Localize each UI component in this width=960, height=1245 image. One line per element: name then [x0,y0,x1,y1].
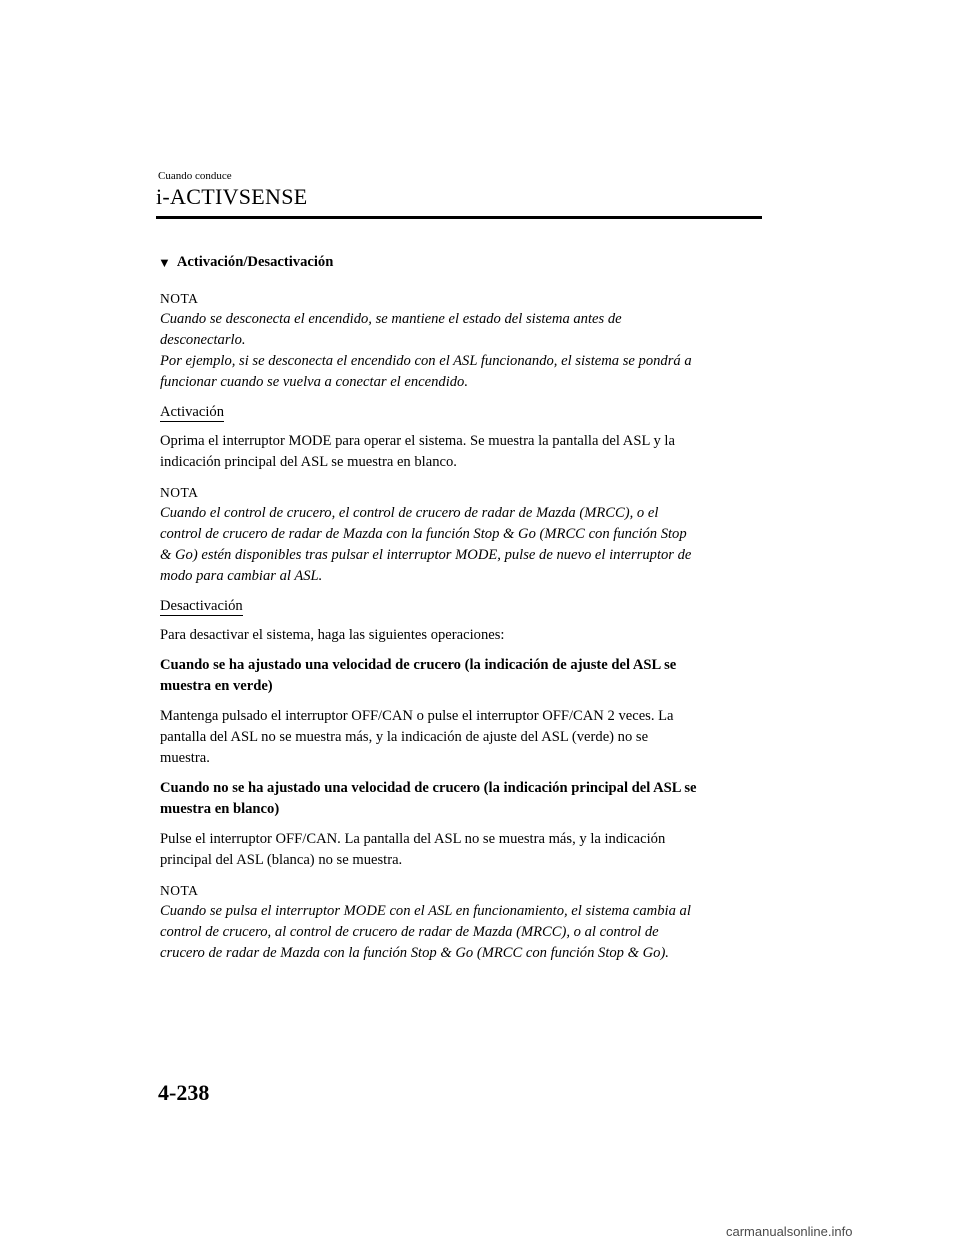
case1-heading [160,655,760,697]
text-line: principal del ASL (blanca) no se muestra. [160,852,403,868]
note-label: NOTA [160,485,199,500]
text-line: Cuando no se ha ajustado una velocidad de crucero (la indicación principal del ASL se [160,780,697,796]
note-text [160,901,760,964]
note-line: Cuando se desconecta el encendido, se mantiene el estado del sistema antes de [160,311,622,327]
note-line: control de crucero, al control de crucero de radar de Mazda (MRCC), o al control de [160,924,659,940]
note-line: Cuando el control de crucero, el control de crucero de radar de Mazda (MRCC), o el [160,505,659,521]
page-number: 4-238 [158,1080,210,1105]
activation-heading: Activación [160,404,225,420]
case1-text [160,706,760,769]
text-line: Cuando se ha ajustado una velocidad de crucero (la indicación de ajuste del ASL se [160,657,677,673]
note-line: funcionar cuando se vuelva a conectar el encendido. [160,374,468,390]
header-rule [156,216,762,219]
deactivation-intro: Para desactivar el sistema, haga las siguientes operaciones: [160,627,505,643]
note-label: NOTA [160,291,199,306]
page-content [160,252,760,973]
note-text [160,309,760,393]
text-line: muestra. [160,750,210,766]
watermark: carmanualsonline.info [726,1224,853,1239]
text-line: indicación principal del ASL se muestra en blanco. [160,454,457,470]
note-line: Por ejemplo, si se desconecta el encendido con el ASL funcionando, el sistema se pondrá a [160,353,692,369]
activation-text [160,431,760,473]
text-line: Mantenga pulsado el interruptor OFF/CAN o pulse el interruptor OFF/CAN 2 veces. La [160,708,674,724]
note-line: crucero de radar de Mazda con la función Stop & Go (MRCC con función Stop & Go). [160,945,669,961]
page-title: i-ACTIVSENSE [156,184,308,209]
note-line: desconectarlo. [160,332,246,348]
note-line: control de crucero de radar de Mazda con la función Stop & Go (MRCC con función Stop [160,526,687,542]
triangle-down-icon: ▼ [158,255,171,270]
note-label: NOTA [160,883,199,898]
text-line: Oprima el interruptor MODE para operar el sistema. Se muestra la pantalla del ASL y la [160,433,675,449]
note-text [160,503,760,587]
chapter-label: Cuando conduce [158,170,232,182]
text-line: Pulse el interruptor OFF/CAN. La pantalla del ASL no se muestra más, y la indicación [160,831,666,847]
text-line: muestra en blanco) [160,801,280,817]
section-title: Activación/Desactivación [176,254,334,270]
note-line: modo para cambiar al ASL. [160,568,323,584]
text-line: muestra en verde) [160,678,273,694]
case2-heading [160,778,760,820]
note-line: & Go) estén disponibles tras pulsar el interruptor MODE, pulse de nuevo el interruptor de [160,547,692,563]
note-line: Cuando se pulsa el interruptor MODE con el ASL en funcionamiento, el sistema cambia al [160,903,691,919]
section-heading [158,252,760,273]
deactivation-heading: Desactivación [160,598,243,614]
text-line: pantalla del ASL no se muestra más, y la indicación de ajuste del ASL (verde) no se [160,729,649,745]
case2-text [160,829,760,871]
